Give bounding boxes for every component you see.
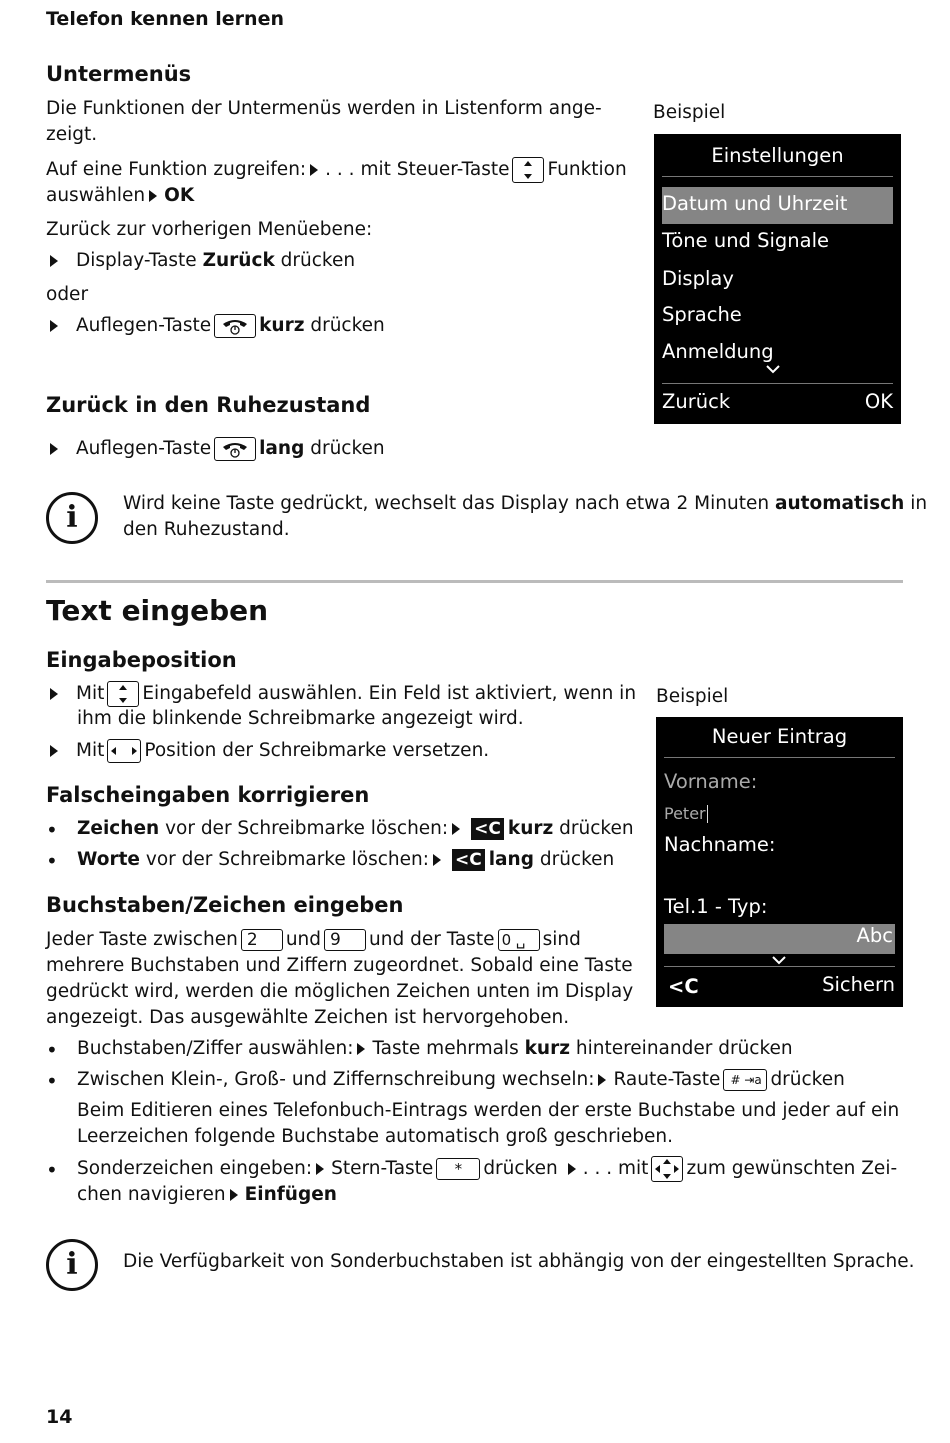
text-back-menu: Zurück zur vorherigen Menüebene: — [46, 219, 373, 240]
step-arrow-icon — [50, 745, 58, 757]
text: drücken — [310, 315, 385, 336]
arrow-right-icon — [433, 854, 441, 866]
arrow-right-icon — [149, 190, 157, 202]
bullet: • — [46, 1158, 58, 1182]
text-line: zeigt. — [46, 124, 98, 145]
softkey-back[interactable]: Zurück — [662, 390, 731, 413]
divider — [662, 176, 893, 177]
arrow-right-icon — [316, 1163, 324, 1175]
hangup-key-icon — [214, 437, 256, 461]
step-arrow-icon — [50, 320, 58, 332]
text: drücken — [483, 1158, 558, 1179]
text: Raute-Taste — [613, 1069, 721, 1090]
field-label-nachname: Nachname: — [664, 833, 776, 856]
phone-screen-settings — [654, 134, 901, 424]
page-number: 14 — [46, 1406, 73, 1428]
step-arrow-icon — [50, 255, 58, 267]
text: Jeder Taste zwischen — [46, 929, 238, 950]
text: Funktion — [547, 159, 627, 180]
divider — [664, 757, 895, 758]
text: zum gewünschten Zei- — [686, 1158, 898, 1179]
text-line: mehrere Buchstaben und Ziffern zugeordnet. Sobald eine Taste — [46, 955, 633, 976]
ok-label: OK — [164, 185, 195, 206]
screen-caption: Beispiel — [653, 102, 726, 123]
arrow-right-icon — [230, 1189, 238, 1201]
text: und der Taste — [369, 929, 495, 950]
delete-key-icon: <C — [452, 849, 485, 871]
text: Auflegen-Taste — [76, 438, 212, 459]
text: Taste mehrmals — [372, 1038, 519, 1059]
phone-screen-new-entry — [656, 717, 903, 1007]
info-note-special-chars: Die Verfügbarkeit von Sonderbuchstaben ist abhängig von der eingestellten Sprache. — [123, 1251, 915, 1272]
nav-key-updown-icon — [512, 157, 544, 183]
divider — [662, 383, 893, 384]
nav-key-4way-icon — [651, 1156, 683, 1182]
step-hangup-short — [46, 313, 385, 339]
softkey-save[interactable]: Sichern — [822, 973, 895, 996]
item-switch-case — [77, 1067, 845, 1093]
text: Stern-Taste — [331, 1158, 434, 1179]
text-bold: lang — [488, 849, 534, 870]
select-value: Abc — [856, 924, 893, 947]
section-heading-ruhezustand: Zurück in den Ruhezustand — [46, 393, 371, 417]
chapter-heading-text-eingeben: Text eingeben — [46, 594, 269, 627]
paragraph-keys-rest — [46, 953, 633, 1031]
input-value: Peter — [664, 804, 706, 823]
bullet: • — [46, 849, 58, 873]
field-input-vorname[interactable] — [664, 804, 708, 823]
item-special-chars — [77, 1156, 897, 1182]
text: Eingabefeld auswählen. Ein Feld ist aktiviert, wenn in — [142, 683, 637, 704]
nav-key-updown-icon — [107, 681, 139, 707]
text: Mit — [76, 683, 105, 704]
section-heading-untermenus: Untermenüs — [46, 62, 192, 86]
text-line: ihm die blinkende Schreibmarke angezeigt wird. — [77, 708, 524, 729]
section-heading-eingabeposition: Eingabeposition — [46, 648, 237, 672]
text: Display-Taste — [76, 250, 197, 271]
text: Auf eine Funktion zugreifen: — [46, 159, 307, 180]
paragraph-keys-line1 — [46, 927, 581, 953]
text: hintereinander drücken — [575, 1038, 793, 1059]
text: Buchstaben/Ziffer auswählen: — [77, 1038, 354, 1059]
info-icon: i — [46, 1239, 98, 1291]
screen-caption: Beispiel — [656, 686, 729, 707]
hash-key-icon: # ⇥a — [723, 1069, 767, 1091]
text: . . . mit — [582, 1158, 649, 1179]
menu-item[interactable]: Datum und Uhrzeit — [662, 192, 848, 215]
paragraph-phonebook-caps — [77, 1098, 899, 1150]
field-select-typ[interactable] — [664, 924, 895, 954]
text-bold: Einfügen — [244, 1184, 337, 1205]
text: Mit — [76, 740, 105, 761]
delete-key-icon: <C — [471, 818, 504, 840]
text-bold: Zurück — [202, 250, 275, 271]
menu-item[interactable]: Display — [662, 267, 734, 290]
item-delete-word — [77, 847, 614, 873]
text: drücken — [310, 438, 385, 459]
text: drücken — [559, 818, 634, 839]
text: Auflegen-Taste — [76, 315, 212, 336]
chevron-down-icon — [765, 364, 781, 374]
text: sind — [542, 929, 581, 950]
step-arrow-icon — [50, 443, 58, 455]
arrow-right-icon — [452, 823, 460, 835]
text-bold: automatisch — [774, 493, 905, 514]
arrow-right-icon — [357, 1043, 365, 1055]
screen-title: Neuer Eintrag — [711, 725, 848, 748]
menu-item[interactable]: Sprache — [662, 303, 742, 326]
text-cursor — [707, 805, 708, 823]
text-line: Die Funktionen der Untermenüs werden in Listenform ange- — [46, 98, 602, 119]
key-2-icon: 2 — [241, 929, 283, 951]
text: . . . mit Steuer-Taste — [325, 159, 510, 180]
text-bold: Zeichen — [77, 818, 160, 839]
key-0-icon: 0 ␣ — [498, 929, 540, 951]
item-select-letter — [77, 1036, 793, 1062]
arrow-right-icon — [310, 164, 318, 176]
text-bold: Worte — [77, 849, 140, 870]
info-icon: i — [46, 492, 98, 544]
info-note-timeout — [123, 491, 927, 543]
text: vor der Schreibmarke löschen: — [145, 849, 429, 870]
star-key-icon: * — [436, 1158, 480, 1180]
paragraph-untermenus — [46, 96, 602, 148]
text: Position der Schreibmarke versetzen. — [144, 740, 490, 761]
step-arrow-icon — [50, 688, 58, 700]
step-move-cursor — [46, 738, 489, 764]
text-oder: oder — [46, 284, 89, 305]
text-line: gedrückt wird, werden die möglichen Zeichen unten im Display — [46, 981, 634, 1002]
divider — [664, 966, 895, 967]
text-bold: lang — [259, 438, 305, 459]
text: Zwischen Klein-, Groß- und Ziffernschreibung wechseln: — [77, 1069, 595, 1090]
text-bold: kurz — [507, 818, 554, 839]
menu-item[interactable]: Töne und Signale — [662, 229, 830, 252]
hangup-key-icon — [214, 314, 256, 338]
text: drücken — [770, 1069, 845, 1090]
field-label-typ: Tel.1 - Typ: — [664, 895, 768, 918]
text: auswählen — [46, 185, 146, 206]
text-line: Beim Editieren eines Telefonbuch-Eintrags werden der erste Buchstabe und jeder auf ein — [77, 1100, 900, 1121]
bullet: • — [46, 1038, 58, 1062]
key-9-icon: 9 — [324, 929, 366, 951]
text: Sonderzeichen eingeben: — [77, 1158, 313, 1179]
field-label-vorname: Vorname: — [664, 770, 758, 793]
arrow-right-icon — [598, 1074, 606, 1086]
text-line: Leerzeichen folgende Buchstabe automatisch groß geschrieben. — [77, 1126, 673, 1147]
nav-key-leftright-icon — [107, 739, 141, 763]
text: vor der Schreibmarke löschen: — [165, 818, 449, 839]
step-display-key — [46, 248, 355, 274]
text-bold: kurz — [524, 1038, 570, 1059]
screen-title: Einstellungen — [711, 144, 844, 167]
text: chen navigieren — [77, 1184, 226, 1205]
step-hangup-long — [46, 436, 385, 462]
softkey-ok[interactable]: OK — [864, 390, 893, 413]
section-heading-falscheingaben: Falscheingaben korrigieren — [46, 783, 370, 807]
text-line: angezeigt. Das ausgewählte Zeichen ist hervorgehoben. — [46, 1007, 570, 1028]
step-select-field — [46, 681, 636, 707]
text-line: den Ruhezustand. — [123, 519, 290, 540]
text-bold: kurz — [259, 315, 305, 336]
text: und — [285, 929, 322, 950]
instruction-select — [46, 183, 194, 209]
arrow-right-icon — [568, 1163, 576, 1175]
softkey-delete[interactable]: <C — [668, 975, 699, 998]
chevron-down-icon — [771, 955, 787, 965]
text: drücken — [280, 250, 356, 271]
bullet: • — [46, 1069, 58, 1093]
bullet: • — [46, 818, 58, 842]
section-divider — [46, 580, 903, 583]
text: in — [910, 493, 928, 514]
menu-item[interactable]: Anmeldung — [662, 340, 774, 363]
instruction-access — [46, 157, 627, 183]
item-special-chars-l2 — [77, 1182, 337, 1208]
text: drücken — [539, 849, 615, 870]
text: Wird keine Taste gedrückt, wechselt das Display nach etwa 2 Minuten — [123, 493, 770, 514]
section-heading-buchstaben: Buchstaben/Zeichen eingeben — [46, 893, 404, 917]
item-delete-char — [77, 816, 634, 842]
page-header: Telefon kennen lernen — [46, 8, 284, 30]
